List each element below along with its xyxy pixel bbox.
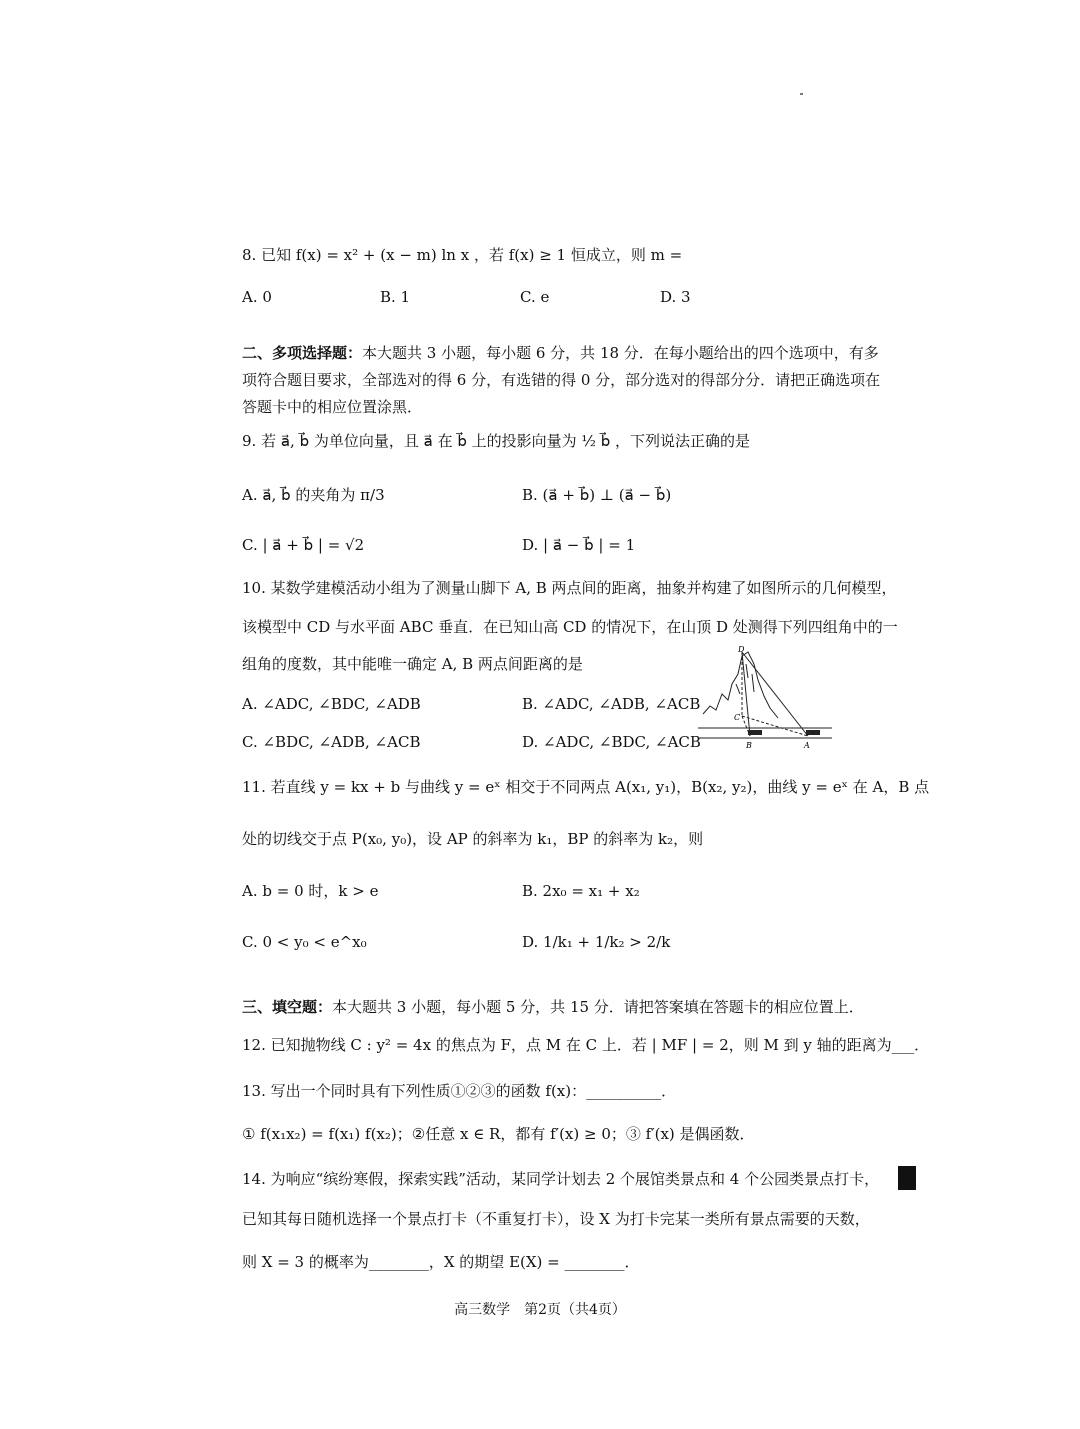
q10-line2: 该模型中 CD 与水平面 ABC 垂直．在已知山高 CD 的情况下，在山顶 D 处测得下列四组角中的一 xyxy=(242,618,898,636)
section2-line3: 答题卡中的相应位置涂黑． xyxy=(242,398,423,416)
q14-line1: 14. 为响应“缤纷寒假，探索实践”活动，某同学计划去 2 个展馆类景点和 4 个公园类景点打卡， xyxy=(242,1170,880,1188)
q9-stem: 9. 若 a⃗, b⃗ 为单位向量，且 a⃗ 在 b⃗ 上的投影向量为 ½ b⃗ ，下列说法正确的是 xyxy=(242,432,751,450)
q10-option-d: D. ∠ADC, ∠BDC, ∠ACB xyxy=(522,733,701,751)
q11-line2: 处的切线交于点 P(x₀, y₀)，设 AP 的斜率为 k₁，BP 的斜率为 k₂，则 xyxy=(242,830,704,848)
scan-speck xyxy=(800,93,803,95)
section2-line2: 项符合题目要求，全部选对的得 6 分，有选错的得 0 分，部分选对的得部分分．请把正确选项在 xyxy=(242,371,881,389)
q9-option-d: D. | a⃗ − b⃗ | = 1 xyxy=(522,536,636,554)
car-b-icon xyxy=(748,730,762,735)
q14-line3: 则 X = 3 的概率为________，X 的期望 E(X) = ________． xyxy=(242,1253,640,1271)
q8-option-d: D. 3 xyxy=(660,288,691,306)
section2-heading: 二、多项选择题： xyxy=(242,344,363,362)
mountain-outline xyxy=(703,652,778,718)
q11-option-b: B. 2x₀ = x₁ + x₂ xyxy=(522,882,640,900)
q14-line2: 已知其每日随机选择一个景点打卡（不重复打卡），设 X 为打卡完某一类所有景点需要的天数， xyxy=(242,1210,870,1228)
q8-stem: 8. 已知 f(x) = x² + (x − m) ln x ，若 f(x) ≥ 1 恒成立，则 m = xyxy=(242,246,683,264)
q11-option-a: A. b = 0 时，k > e xyxy=(242,882,379,900)
section2-line1 xyxy=(242,344,879,362)
section3-text: 本大题共 3 小题，每小题 5 分，共 15 分．请把答案填在答题卡的相应位置上． xyxy=(332,998,864,1016)
label-b: B xyxy=(746,741,752,750)
q11-line1: 11. 若直线 y = kx + b 与曲线 y = eˣ 相交于不同两点 A(x₁, y₁)，B(x₂, y₂)，曲线 y = eˣ 在 A，B 点 xyxy=(242,778,930,796)
q9-option-a: A. a⃗, b⃗ 的夹角为 π/3 xyxy=(242,486,385,504)
label-a: A xyxy=(804,741,810,750)
label-c: C xyxy=(734,713,741,722)
page-footer: 高三数学 第2页（共4页） xyxy=(454,1302,626,1318)
q11-option-d: D. 1/k₁ + 1/k₂ > 2/k xyxy=(522,933,671,951)
scan-registration-mark xyxy=(898,1166,916,1190)
q13-stem: 13. 写出一个同时具有下列性质①②③的函数 f(x)：__________． xyxy=(242,1082,677,1100)
line-da xyxy=(742,652,808,736)
q10-line1: 10. 某数学建模活动小组为了测量山脚下 A, B 两点间的距离，抽象并构建了如图所示的几何模型， xyxy=(242,579,897,597)
q10-option-c: C. ∠BDC, ∠ADB, ∠ACB xyxy=(242,733,421,751)
car-a-icon xyxy=(806,730,820,735)
q9-option-b: B. (a⃗ + b⃗) ⊥ (a⃗ − b⃗) xyxy=(522,486,672,504)
mountain-geometry-figure xyxy=(698,644,832,754)
section3-line xyxy=(242,998,864,1016)
q8-option-b: B. 1 xyxy=(380,288,411,306)
label-d: D xyxy=(738,645,745,654)
section3-heading: 三、填空题： xyxy=(242,998,333,1016)
q10-option-b: B. ∠ADC, ∠ADB, ∠ACB xyxy=(522,695,701,713)
q8-option-a: A. 0 xyxy=(242,288,272,306)
q10-option-a: A. ∠ADC, ∠BDC, ∠ADB xyxy=(242,695,421,713)
section2-text1: 本大题共 3 小题，每小题 6 分，共 18 分．在每小题给出的四个选项中，有多 xyxy=(362,344,879,362)
q10-line3: 组角的度数，其中能唯一确定 A, B 两点间距离的是 xyxy=(242,655,583,673)
q9-option-c: C. | a⃗ + b⃗ | = √2 xyxy=(242,536,365,554)
q11-option-c: C. 0 < y₀ < e^x₀ xyxy=(242,933,367,951)
q13-properties: ① f(x₁x₂) = f(x₁) f(x₂)；②任意 x ∈ R，都有 f′(x) ≥ 0；③ f′(x) 是偶函数． xyxy=(242,1125,755,1143)
q8-option-c: C. e xyxy=(520,288,550,306)
q12-stem: 12. 已知抛物线 C : y² = 4x 的焦点为 F，点 M 在 C 上．若 | MF | = 2，则 M 到 y 轴的距离为___． xyxy=(242,1036,930,1054)
